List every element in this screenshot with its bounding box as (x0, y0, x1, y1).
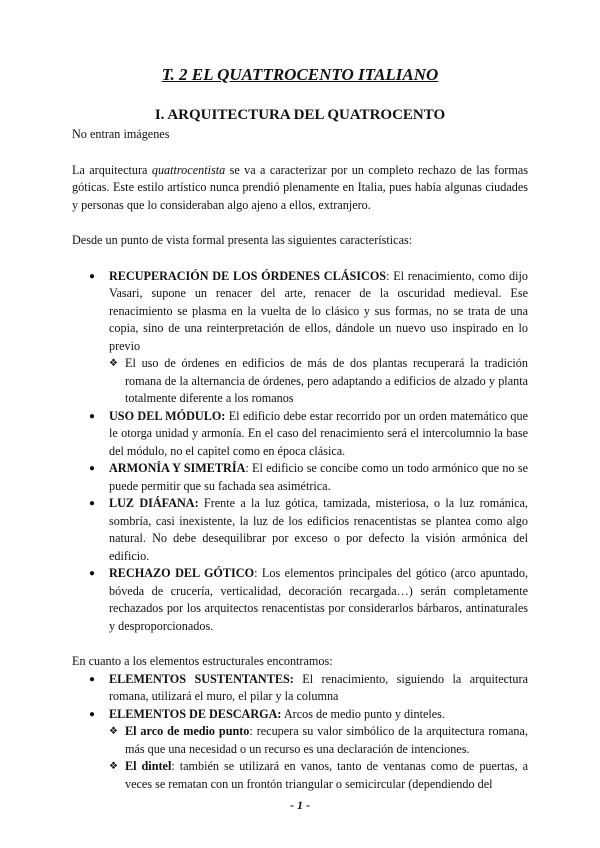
sub-list-item: ❖ El arco de medio punto: recupera su valor simbólico de la arquitectura romana, más que una necesidad o un recurso es una declaración de intenciones. (109, 724, 528, 756)
diamond-bullet-icon: ❖ (109, 358, 118, 369)
bullet-icon: ● (89, 708, 96, 720)
list-item: ● ELEMENTOS DE DESCARGA: Arcos de medio punto y dinteles. ❖ El arco de medio punto: recupera su valor simbólico de la arquitectura romana, más que una necesidad o un recurso es una declaración de intenciones. ❖ El dintel: también se utilizará en vanos, tanto de ventanas como de puertas, a veces se rematan con un frontón triangular o semicircular (dependiendo del (72, 706, 528, 794)
bullet-icon: ● (89, 463, 96, 474)
section-heading: I. ARQUITECTURA DEL QUATROCENTO (154, 106, 446, 123)
characteristics-list (72, 268, 528, 636)
note-text: No entran imágenes (72, 127, 170, 141)
document-page (72, 66, 528, 793)
bullet-icon: ● (89, 498, 96, 509)
bullet-icon: ● (89, 410, 96, 422)
sub-list-item: ❖ El uso de órdenes en edificios de más de dos plantas recuperará la tradición romana de la alternancia de órdenes, pero adaptando a edificios de alzado y planta totalmente diferente a los romanos (109, 356, 528, 405)
list-item: ● USO DEL MÓDULO: El edificio debe estar recorrido por un orden matemático que le otorga unidad y armonía. En el caso del renacimiento será el intercolumnio la base del módulo, no el capitel como en época clásica. (89, 408, 528, 458)
list-item: ● RECUPERACIÓN DE LOS ÓRDENES CLÁSICOS: El renacimiento, como dijo Vasari, supone un renacer del arte, renacer de la oscuridad medieval. Ese renacimiento se plasma en la vuelta de lo clásico y sus formas, no se trata de una copia, sino de una reinterpretación de ellos, dándole un nuevo uso inspirado en lo previo ❖ El uso de órdenes en edificios de más de dos plantas recuperará la tradición romana de la alternancia de órdenes, pero adaptando a edificios de alzado y planta totalmente diferente a los romanos (72, 268, 528, 408)
intro-paragraph: La arquitectura quattrocentista se va a caracterizar por un completo rechazo de las formas góticas. Este estilo artístico nunca prendió plenamente en Italia, pues había algunas ciudades y personas que lo consideraban algo ajeno a ellos, extranjero. (72, 162, 528, 212)
bullet-icon: ● (89, 270, 96, 282)
list-item: ● LUZ DIÁFANA: Frente a la luz gótica, tamizada, misteriosa, o la luz románica, sombría, casi inexistente, la luz de los edificios renacentistas se plantea como algo natural. No debe desequilibrar por exceso o por defecto la visión armónica del edificio. (89, 496, 528, 563)
diamond-bullet-icon: ❖ (109, 761, 118, 772)
bullet-icon: ● (89, 568, 96, 579)
diamond-bullet-icon: ❖ (109, 726, 118, 737)
list-item: ● ARMONÍA Y SIMETRÍA: El edificio se concibe como un todo armónico que no se puede permitir que su fachada sea asimétrica. (89, 461, 528, 493)
bullet-icon: ● (89, 673, 96, 685)
formal-intro: Desde un punto de vista formal presenta las siguientes características: (72, 233, 413, 247)
structural-intro: En cuanto a los elementos estructurales encontramos: (72, 654, 333, 668)
page-number: - 1 - (290, 798, 310, 812)
document-title: T. 2 EL QUATTROCENTO ITALIANO (161, 65, 439, 84)
sub-list-item: ❖ El dintel: también se utilizará en vanos, tanto de ventanas como de puertas, a veces se rematan con un frontón triangular o semicircular (dependiendo del (109, 759, 529, 791)
intro-emphasis: quattrocentista (151, 162, 226, 177)
structural-list (72, 671, 528, 794)
list-item: ● ELEMENTOS SUSTENTANTES: El renacimiento, siguiendo la arquitectura romana, utilizará el muro, el pilar y la columna (89, 671, 528, 703)
list-item: ● RECHAZO DEL GÓTICO: Los elementos principales del gótico (arco apuntado, bóveda de crucería, verticalidad, decoración recargada…) serán completamente rechazados por los arquitectos renacentistas por considerarlos bárbaros, antinaturales y desproporcionados. (89, 566, 528, 633)
